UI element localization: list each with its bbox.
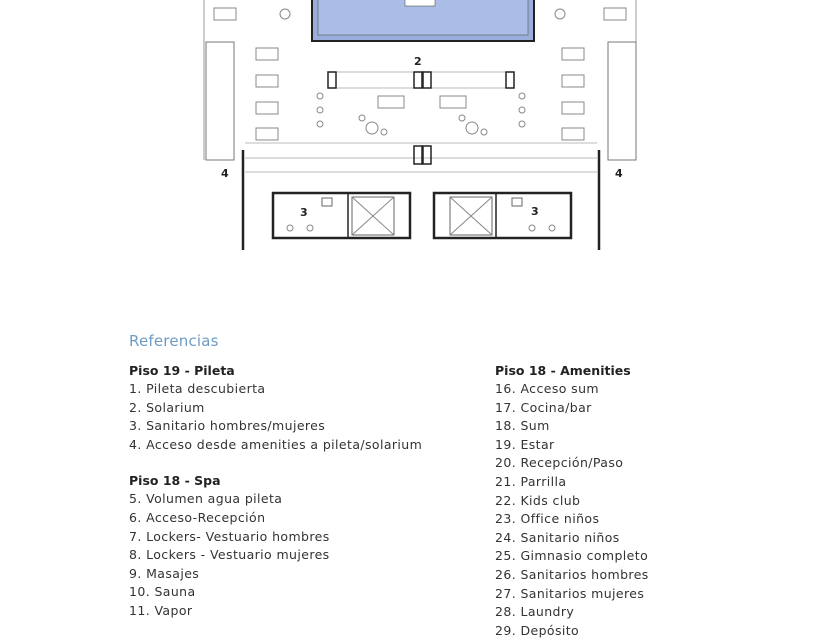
references-heading: Referencias (129, 332, 219, 350)
list-item: 25. Gimnasio completo (495, 548, 649, 564)
plan-label-solarium: 2 (414, 55, 422, 68)
floor-plan (0, 0, 840, 300)
restroom-right (434, 193, 571, 238)
list-item: 27. Sanitarios mujeres (495, 585, 645, 601)
stair-right (608, 42, 636, 160)
list-item: 5. Volumen agua pileta (129, 491, 283, 507)
list-item: 7. Lockers- Vestuario hombres (129, 528, 330, 544)
list-item: 2. Solarium (129, 399, 205, 415)
list-item: 26. Sanitarios hombres (495, 566, 649, 582)
list-item: 21. Parrilla (495, 473, 567, 489)
list-item: 17. Cocina/bar (495, 399, 592, 415)
restroom-left (273, 193, 410, 238)
list-item: 6. Acceso-Recepción (129, 509, 266, 525)
section-title: Piso 18 - Amenities (495, 363, 631, 378)
list-item: 10. Sauna (129, 584, 196, 600)
list-item: 28. Laundry (495, 604, 575, 620)
list-item: 19. Estar (495, 436, 555, 452)
list-item: 3. Sanitario hombres/mujeres (129, 418, 326, 434)
section-piso-18-amenities (495, 362, 649, 640)
stair-left (206, 42, 234, 160)
list-item: 23. Office niños (495, 511, 600, 527)
section-piso-19-pileta (129, 362, 422, 454)
list-item: 8. Lockers - Vestuario mujeres (129, 547, 330, 563)
plan-label-restroom-left: 3 (300, 206, 308, 219)
list-item: 4. Acceso desde amenities a pileta/solarium (129, 436, 423, 452)
list-item: 20. Recepción/Paso (495, 455, 624, 471)
list-item: 29. Depósito (495, 622, 580, 638)
plan-label-access-left: 4 (221, 167, 229, 180)
section-piso-18-spa (129, 472, 422, 620)
list-item: 9. Masajes (129, 565, 200, 581)
list-item: 1. Pileta descubierta (129, 381, 266, 396)
references-right-column (495, 362, 649, 640)
list-item: 11. Vapor (129, 602, 193, 618)
list-item: 18. Sum (495, 418, 550, 434)
plan-label-access-right: 4 (615, 167, 623, 180)
section-title: Piso 18 - Spa (129, 473, 221, 489)
plan-label-restroom-right: 3 (531, 205, 539, 218)
list-item: 24. Sanitario niños (495, 529, 620, 545)
section-title: Piso 19 - Pileta (129, 363, 235, 378)
references-left-column (129, 362, 422, 621)
list-item: 16. Acceso sum (495, 381, 599, 396)
list-item: 22. Kids club (495, 492, 581, 508)
